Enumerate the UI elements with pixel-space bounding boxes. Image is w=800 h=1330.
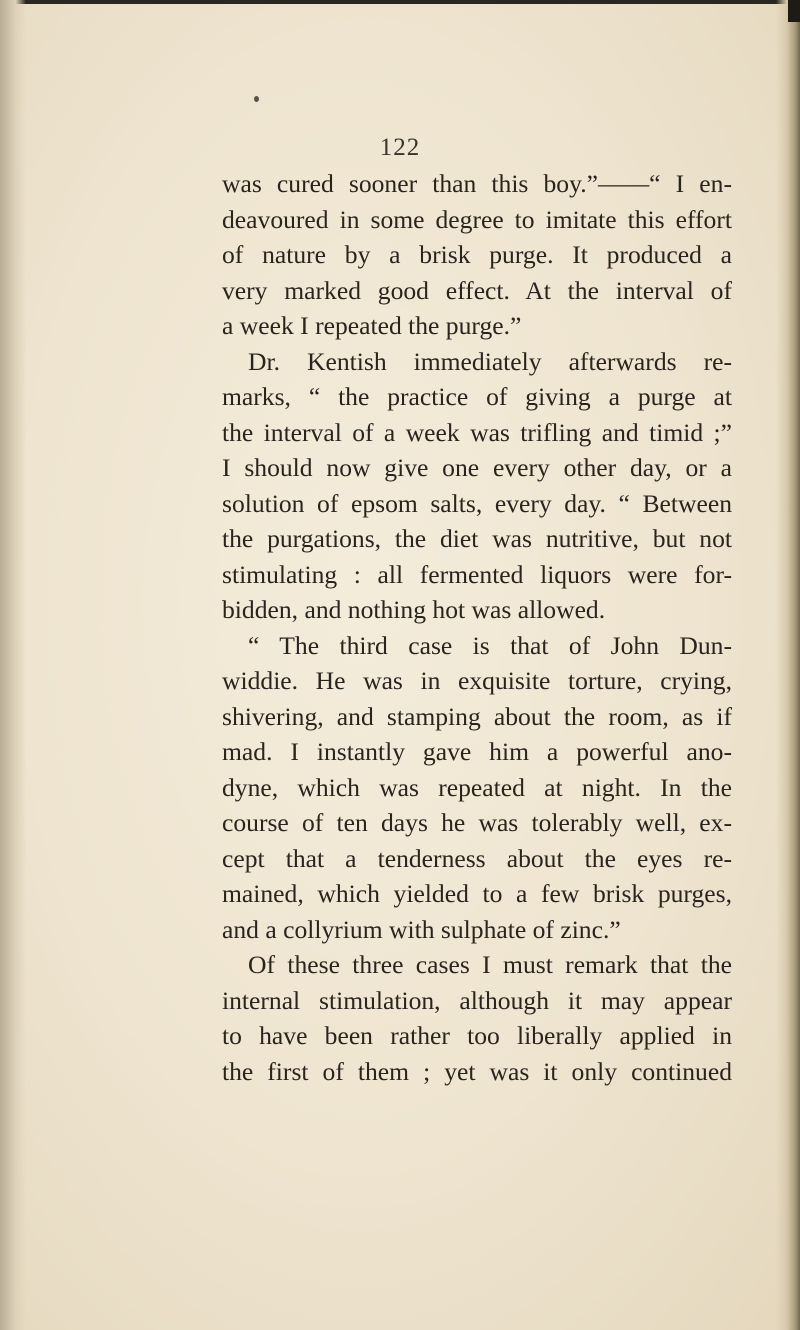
text-line: the interval of a week was trifling and timid ;”: [222, 417, 732, 447]
text-line: of nature by a brisk purge. It produced a: [222, 240, 732, 269]
text-line: I should now give one every other day, or a: [222, 453, 732, 482]
text-line: deavoured in some degree to imitate this effort: [222, 204, 732, 234]
text-line: dyne, which was repeated at night. In the: [222, 772, 732, 802]
page-right-edge-shadow: [776, 0, 800, 1330]
page-number: 122: [379, 134, 421, 161]
text-line: widdie. He was in exquisite torture, crying,: [222, 666, 732, 695]
text-line: stimulating : all fermented liquors were for-: [222, 559, 732, 589]
text-line: solution of epsom salts, every day. “ Between: [222, 488, 732, 518]
text-line: very marked good effect. At the interval of: [222, 275, 732, 305]
text-line: mained, which yielded to a few brisk purges,: [222, 879, 732, 908]
text-line: “ The third case is that of John Dun-: [248, 630, 732, 660]
text-line: internal stimulation, although it may appear: [222, 985, 732, 1015]
text-line: and a collyrium with sulphate of zinc.”: [222, 914, 621, 944]
text-line: was cured sooner than this boy.”——“ I en-: [222, 169, 732, 198]
text-line: bidden, and nothing hot was allowed.: [222, 595, 606, 624]
text-line: a week I repeated the purge.”: [222, 311, 522, 340]
body-text: [222, 166, 732, 1089]
text-line: marks, “ the practice of giving a purge at: [222, 382, 732, 411]
text-line: cept that a tenderness about the eyes re-: [222, 843, 732, 873]
text-line: Dr. Kentish immediately afterwards re-: [248, 346, 732, 376]
page-top-edge: [0, 0, 800, 4]
page-left-margin-shadow: [0, 0, 26, 1330]
text-line: course of ten days he was tolerably well, ex-: [222, 808, 732, 837]
text-line: to have been rather too liberally applied in: [222, 1021, 732, 1050]
text-line: the first of them ; yet was it only continued: [222, 1056, 732, 1086]
text-line: the purgations, the diet was nutritive, but not: [222, 524, 732, 553]
text-line: mad. I instantly gave him a powerful ano-: [222, 737, 732, 766]
text-line: shivering, and stamping about the room, as if: [222, 701, 732, 731]
corner-mark: [788, 0, 800, 22]
text-line: Of these three cases I must remark that the: [248, 950, 732, 979]
ink-spot: [254, 96, 259, 102]
